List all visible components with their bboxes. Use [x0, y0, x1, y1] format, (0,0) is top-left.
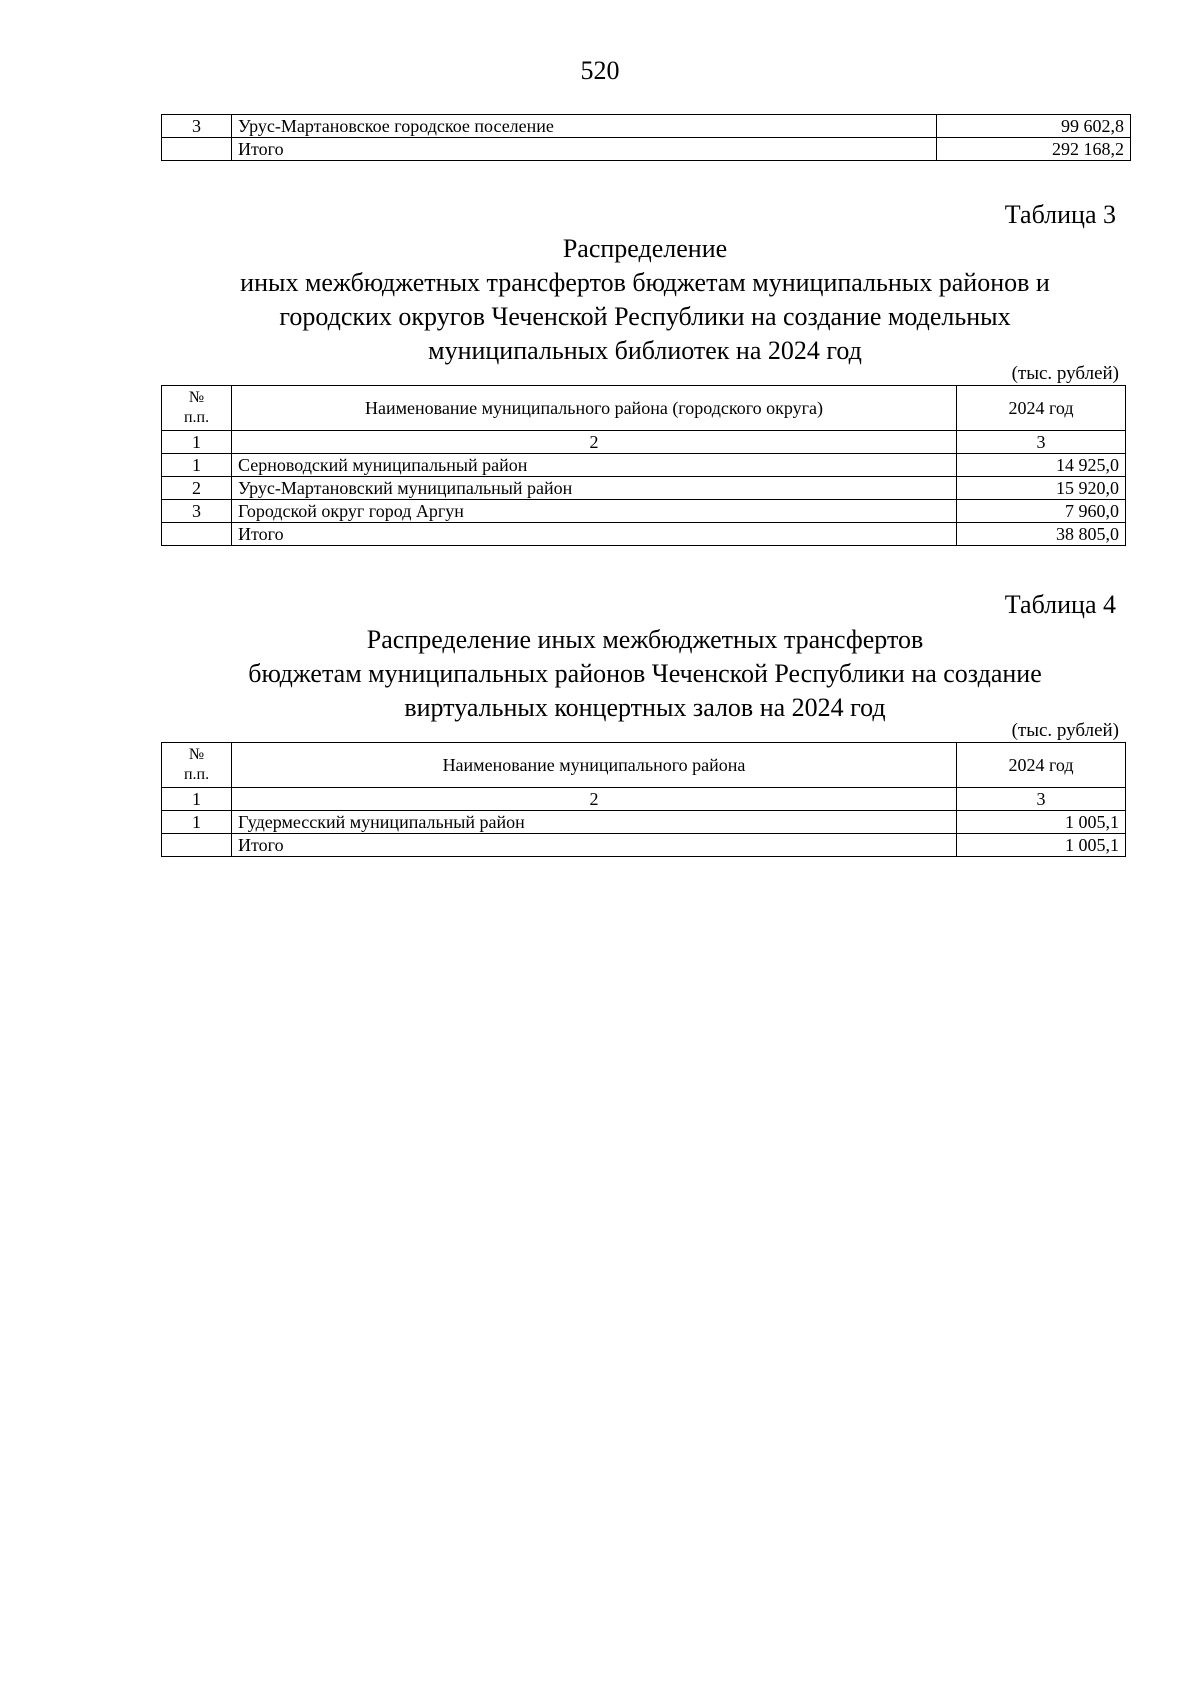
header-number-sign: № — [188, 746, 205, 763]
table3-title — [0, 232, 1200, 368]
row-name: Гудермесский муниципальный район — [232, 811, 957, 834]
row-number: 2 — [162, 477, 232, 500]
table-row — [162, 500, 1126, 523]
row-value: 1 005,1 — [957, 811, 1126, 834]
table-header-row — [162, 386, 1126, 431]
header-number-abbr: п.п. — [183, 409, 210, 426]
title-line: виртуальных концертных залов на 2024 год — [404, 693, 886, 722]
index-cell: 1 — [162, 788, 232, 811]
index-cell: 2 — [232, 788, 957, 811]
row-name: Урус-Мартановский муниципальный район — [232, 477, 957, 500]
row-name: Итого — [232, 138, 937, 161]
row-value: 15 920,0 — [957, 477, 1126, 500]
header-name: Наименование муниципального района (городского округа) — [232, 386, 957, 431]
header-year: 2024 год — [957, 386, 1126, 431]
index-cell: 2 — [232, 431, 957, 454]
row-number — [162, 834, 232, 857]
table-row — [162, 454, 1126, 477]
table-row-total — [162, 523, 1126, 546]
continuation-table — [161, 114, 1131, 161]
header-number — [162, 743, 232, 788]
table-index-row — [162, 788, 1126, 811]
title-line: бюджетам муниципальных районов Чеченской Республики на создание — [248, 659, 1042, 688]
row-name: Серноводский муниципальный район — [232, 454, 957, 477]
row-name: Урус-Мартановское городское поселение — [232, 115, 937, 138]
row-name: Городской округ город Аргун — [232, 500, 957, 523]
table4-title — [0, 623, 1200, 725]
table3-label: Таблица 3 — [1004, 200, 1116, 229]
header-number-sign: № — [188, 389, 205, 406]
row-value: 38 805,0 — [957, 523, 1126, 546]
row-number — [162, 523, 232, 546]
header-year: 2024 год — [957, 743, 1126, 788]
row-number: 1 — [162, 454, 232, 477]
row-number: 3 — [162, 115, 232, 138]
title-line: муниципальных библиотек на 2024 год — [428, 336, 862, 365]
table-header-row — [162, 743, 1126, 788]
header-number — [162, 386, 232, 431]
title-line: городских округов Чеченской Республики на создание модельных — [279, 302, 1011, 331]
row-value: 14 925,0 — [957, 454, 1126, 477]
table3-unit: (тыс. рублей) — [1011, 363, 1119, 384]
table4-label: Таблица 4 — [1004, 590, 1116, 619]
table-row — [162, 115, 1131, 138]
table-row — [162, 811, 1126, 834]
table4 — [161, 742, 1126, 857]
table4-unit: (тыс. рублей) — [1011, 720, 1119, 741]
table-row-total — [162, 834, 1126, 857]
table-index-row — [162, 431, 1126, 454]
table-row — [162, 477, 1126, 500]
header-name: Наименование муниципального района — [232, 743, 957, 788]
row-number: 1 — [162, 811, 232, 834]
page-number: 520 — [580, 56, 620, 85]
row-name: Итого — [232, 523, 957, 546]
row-value: 292 168,2 — [937, 138, 1131, 161]
index-cell: 3 — [957, 431, 1126, 454]
row-value: 1 005,1 — [957, 834, 1126, 857]
title-line: Распределение иных межбюджетных трансфертов — [366, 625, 924, 654]
row-number: 3 — [162, 500, 232, 523]
index-cell: 3 — [957, 788, 1126, 811]
row-value: 99 602,8 — [937, 115, 1131, 138]
title-line: Распределение — [562, 234, 728, 263]
table-row-total — [162, 138, 1131, 161]
table3 — [161, 385, 1126, 546]
title-line: иных межбюджетных трансфертов бюджетам муниципальных районов и — [240, 268, 1050, 297]
row-name: Итого — [232, 834, 957, 857]
header-number-abbr: п.п. — [183, 766, 210, 783]
index-cell: 1 — [162, 431, 232, 454]
row-value: 7 960,0 — [957, 500, 1126, 523]
row-number — [162, 138, 232, 161]
